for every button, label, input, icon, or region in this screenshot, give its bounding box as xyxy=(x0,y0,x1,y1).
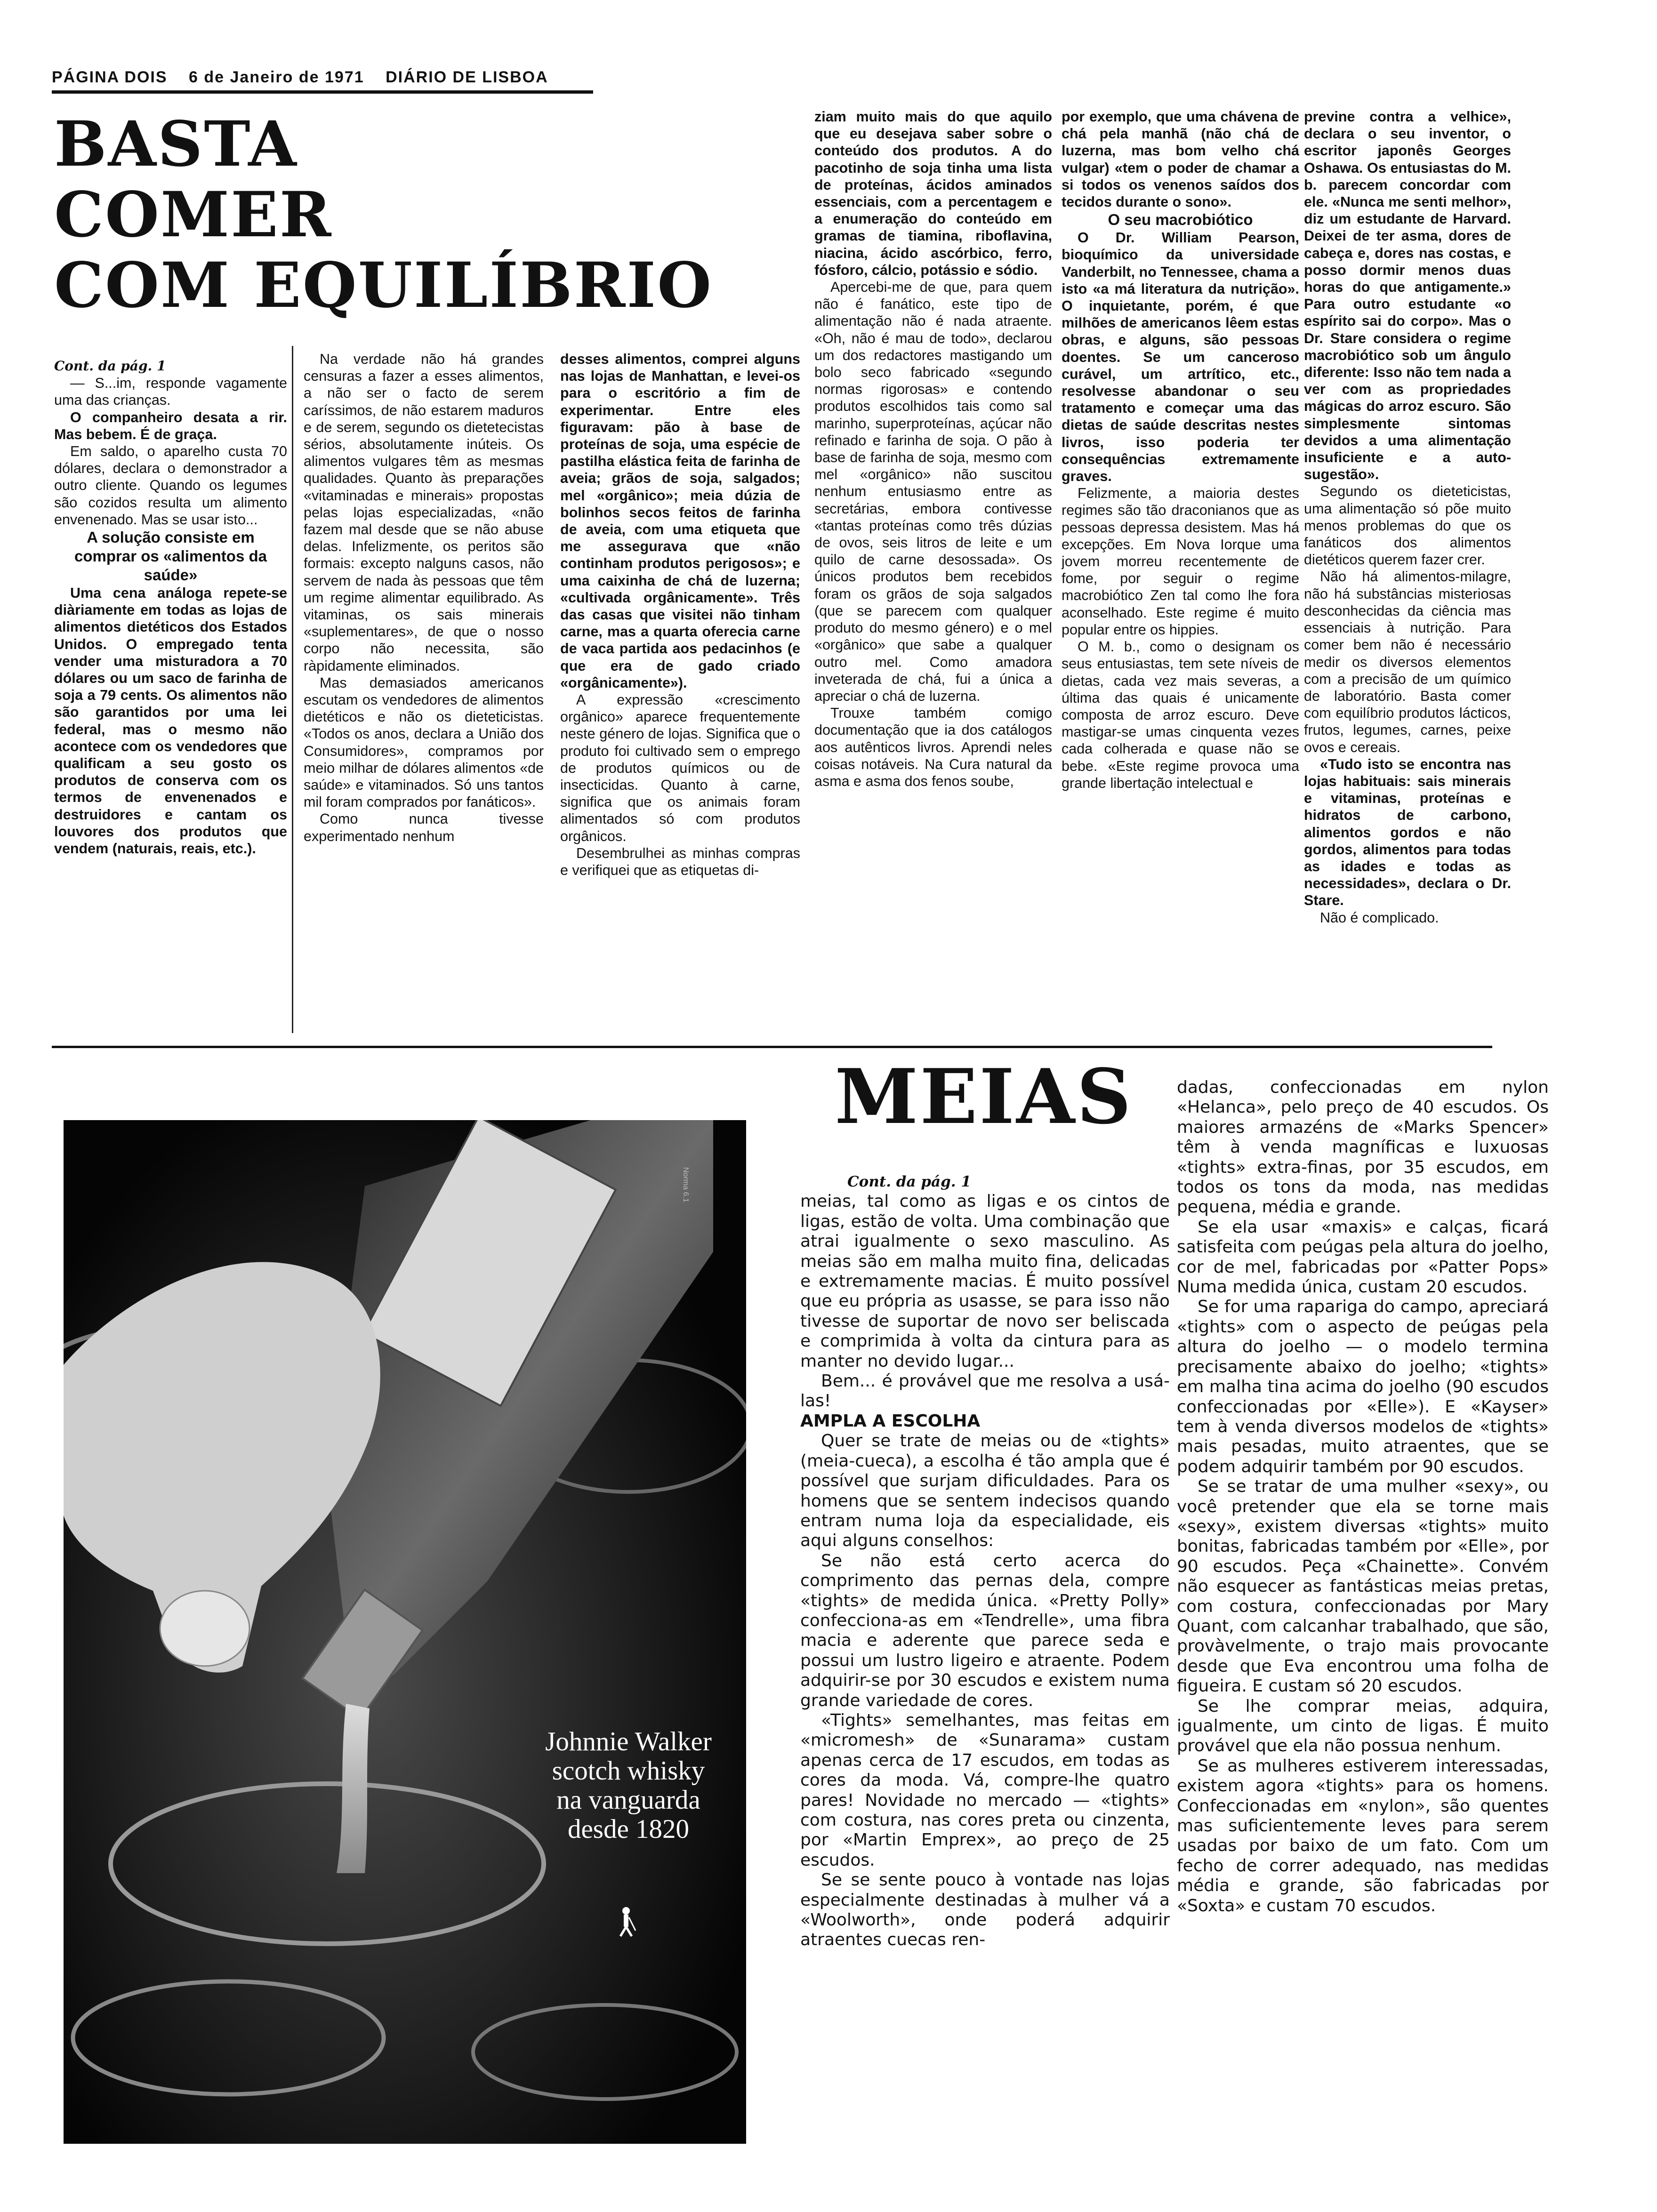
paragraph: Não há alimentos-milagre, não há substâncias misteriosas desconhecidas da ciência mas essenciais à nutrição. Para comer bem não é necessário medir os diversos elementos com a precisão de um químico de laboratório. Basta comer com equilíbrio produtos lácticos, frutos, legumes, carnes, peixe ovos e cereais. xyxy=(1304,569,1511,755)
headline-line: COMER xyxy=(54,178,333,251)
paragraph: O companheiro desata a rir. Mas bebem. É de graça. xyxy=(54,409,287,442)
article1-column-1 xyxy=(54,358,287,1035)
ad-slogan-line: scotch whisky xyxy=(552,1756,705,1786)
article1-column-4 xyxy=(814,108,1052,1038)
paragraph: — S...im, responde vagamente uma das crianças. xyxy=(54,375,287,409)
paragraph: Segundo os dieteticistas, uma alimentação só põe muito menos problemas do que os fanáticos dos alimentos dietéticos querem fazer crer. xyxy=(1304,483,1511,568)
paragraph: O Dr. William Pearson, bioquímico da universidade Vanderbilt, no Tennessee, chama a isto «a má literatura da nutrição». O inquietante, porém, é que milhões de americanos lêem estas obras, e alguns, são pessoas doentes. Se um canceroso curável, um artrítico, etc., resolvesse abandonar o seu tratamento e começar uma das dietas de saúde descritas nestes livros, isso poderia ter consequências extremamente graves. xyxy=(1062,230,1299,485)
article1-column-3 xyxy=(560,351,800,1038)
subheading: AMPLA A ESCOLHA xyxy=(800,1411,981,1431)
masthead-rule xyxy=(52,90,593,94)
ad-slogan-line: na vanguarda xyxy=(556,1785,700,1815)
paragraph: Não é complicado. xyxy=(1320,909,1439,926)
paragraph: Desembrulhei as minhas compras e verifiquei que as etiquetas di- xyxy=(560,845,800,879)
paragraph: Quer se trate de meias ou de «tights» (meia-cueca), a escolha é tão ampla que é possível que surjam dificuldades. Para os homens que se sentem indecisos quando entram numa loja da especialidade, eis aqui alguns conselhos: xyxy=(800,1431,1170,1551)
paragraph: Como nunca tivesse experimentado nenhum xyxy=(304,811,544,844)
johnnie-walker-advertisement xyxy=(64,1120,746,2144)
ad-photo xyxy=(64,1120,746,2144)
paragraph: por exemplo, que uma chávena de chá pela manhã (não chá de luzerna, mas bom velho chá vulgar) «tem o poder de chamar a si todos os venenos saídos dos tecidos durante o sono». xyxy=(1062,109,1299,210)
ad-slogan-line: desde 1820 xyxy=(567,1814,690,1844)
ad-slogan xyxy=(530,1727,727,1844)
paragraph: desses alimentos, comprei alguns nas lojas de Manhattan, e levei-os para o escritório a fim de experimentar. Entre eles figuravam: pão à base de proteínas de soja, uma espécie de pastilha elástica feita de farinha de aveia; grãos de soja, salgados; mel «orgânico»; meia dúzia de bolinhos secos feitos de farinha de aveia, com uma etiqueta que me assegurava que «não continham produtos perigosos»; e uma caixinha de chá de luzerna; «cultivada orgânicamente». Três das casas que visitei não tinham carne, mas a quarta oferecia carne de vaca partida aos pedacinhos (e que era de gado criado «orgânicamente»). xyxy=(560,351,800,691)
headline xyxy=(54,108,713,322)
paragraph: meias, tal como as ligas e os cintos de ligas, estão de volta. Uma combinação que atrai igualmente o sexo masculino. As meias são em malha muito fina, delicadas e extremamente macias. É muito possível que eu própria as usasse, se para isso não tivesse de suportar de novo ser beliscada e comprimida à volta da cintura para as manter no devido lugar... xyxy=(800,1192,1170,1371)
paragraph: Se ela usar «maxis» e calças, ficará satisfeita com peúgas pela altura do joelho, cor de mel, fabricadas por «Patter Pops» Numa medida única, custam 20 escudos. xyxy=(1177,1217,1549,1297)
paragraph: Na verdade não há grandes censuras a fazer a esses alimentos, a não ser o facto de serem caríssimos, de não estarem maduros e de serem, segundo os dietetecistas sérios, absolutamente inúteis. Os alimentos vulgares têm as mesmas qualidades. Quanto às preparações «vitaminadas e minerais» propostas pelas lojas especializadas, «não fazem mal desde que se não abuse delas. Infelizmente, os peritos são formais: excepto nalguns casos, não servem de nada às pessoas que têm um regime alimentar equilibrado. As vitaminas, os sais minerais «suplementares», de que o nosso corpo não necessita, são ràpidamente eliminados. xyxy=(304,351,544,674)
masthead-date: 6 de Janeiro de 1971 xyxy=(189,68,364,86)
paragraph: «Tights» semelhantes, mas feitas em «micromesh» de «Sunarama» custam apenas cerca de 17 escudos, em todas as cores da moda. Vá, compre-lhe quatro pares! Novidade no mercado — «tights» com costura, nas cores preta ou cinzenta, por «Martin Emprex», ao preço de 25 escudos. xyxy=(800,1710,1170,1870)
paragraph: previne contra a velhice», declara o seu inventor, o escritor japonês Georges Oshawa. Os entusiastas do M. b. parecem concordar com ele. «Nunca me senti melhor», diz um estudante de Harvard. Deixei de ter asma, dores de cabeça e, dores nas costas, e posso dormir menos duas horas do que antigamente.» Para outro estudante «o espírito sai do corpo». Mas o Dr. Stare considera o regime macrobiótico sob um ângulo diferente: Isso não tem nada a ver com as propriedades mágicas do arroz escuro. São simplesmente sintomas devidos a uma alimentação insuficiente e a auto-sugestão». xyxy=(1304,109,1511,483)
section-rule xyxy=(52,1046,1492,1048)
ad-slogan-line: Johnnie Walker xyxy=(545,1727,712,1756)
paragraph: Uma cena análoga repete-se diàriamente em todas as lojas de alimentos dietéticos dos Estados Unidos. O empregado tenta vender uma misturadora a 70 dólares ou um saco de farinha de soja a 79 cents. Os alimentos não são garantidos por uma lei federal, mas o mesmo não acontece com os vendedores que qualificam a seu gosto os produtos de conserva com os termos de envenenados e destruidores e cantam os louvores dos produtos que vendem (naturais, reais, etc.). xyxy=(54,585,287,857)
article2-column-2 xyxy=(1177,1078,1549,2151)
paragraph: Se for uma rapariga do campo, apreciará «tights» com o aspecto de peúgas pela altura do joelho — o modelo termina precisamente abaixo do joelho; «tights» em malha tina acima do joelho (90 escudos confeccionadas por «Elle»). E «Kayser» tem à venda diversos modelos de «tights» mais pesadas, muito atraentes, que se podem adquirir também por 90 escudos. xyxy=(1177,1297,1549,1476)
subheading: O seu macrobiótico xyxy=(1108,211,1253,229)
article1-column-6 xyxy=(1304,108,1511,1038)
article1-column-5 xyxy=(1062,108,1299,1038)
masthead-paper: DIÁRIO DE LISBOA xyxy=(386,68,548,86)
paragraph: Se se tratar de uma mulher «sexy», ou você pretender que ela se torne mais «sexy», existem diversas «tights» muito bonitas, fabricadas também por «Elle», por 90 escudos. Peça «Chainette». Convém não esquecer as fantásticas meias pretas, com costura, confeccionadas por Mary Quant, com calcanhar trabalhado, que são, provàvelmente, o trajo mais provocante desde que Eva encontrou uma folha de figueira. E custam só 20 escudos. xyxy=(1177,1477,1549,1696)
paragraph: O M. b., como o designam os seus entusiastas, tem sete níveis de dietas, cada vez mais severas, a última das quais é unicamente composta de arroz escuro. Deve mastigar-se umas cinquenta vezes cada colherada e quase não se bebe. «Este regime provoca uma grande libertação intelectual e xyxy=(1062,639,1299,791)
subheading: A solução consiste em comprar os «alimentos da saúde» xyxy=(74,529,267,584)
paragraph: dadas, confeccionadas em nylon «Helanca», pelo preço de 40 escudos. Os maiores armazéns de «Marks Spencer» têm à venda magníficas e luxuosas «tights» extra-finas, por 35 escudos, em todos os tons da moda, nas medidas pequena, média e grande. xyxy=(1177,1078,1549,1217)
paragraph: Mas demasiados americanos escutam os vendedores de alimentos dietéticos e não os dieteticistas. «Todos os anos, declara a União dos Consumidores», compramos por meio milhar de dólares alimentos «de saúde» e vitaminados. Só uns tantos mil foram comprados por fanáticos». xyxy=(304,674,544,810)
ad-side-label: Norma 6.1 xyxy=(682,1167,690,1202)
article2-column-1 xyxy=(800,1172,1170,2151)
paragraph: Se não está certo acerca do comprimento das pernas dela, compre «tights» de medida única. «Pretty Polly» confecciona-as em «Tendrelle», uma fibra macia e aderente que parece seda e possui um lustro ligeiro e atraente. Podem adquirir-se por 30 escudos e existem numa grande variedade de cores. xyxy=(800,1551,1170,1710)
paragraph: Apercebi-me de que, para quem não é fanático, este tipo de alimentação não é nada atraente. «Oh, não é mau de todo», declarou um dos redactores mastigando um bolo seco fabricado «segundo normas rigorosas» e contendo produtos escolhidos tais como sal marinho, superproteínas, açúcar não refinado e farinha de soja. O pão à base de farinha de soja, mesmo com mel «orgânico» não suscitou nenhum entusiasmo entre as secretárias, embora contivesse «tantas proteínas como três dúzias de ovos, seis litros de leite e um quilo de carne desossada». Os únicos produtos bem recebidos foram os grãos de soja salgados (que se parecem com qualquer produto do mesmo género) e o mel «orgânico» que sabe a qualquer outro mel. Como amadora inveterada de chá, fui a única a apreciar o chá de luzerna. xyxy=(814,279,1052,704)
headline-line: BASTA xyxy=(54,108,298,181)
paragraph: Se lhe comprar meias, adquira, igualmente, um cinto de ligas. É muito provável que ela não possua nenhum. xyxy=(1177,1696,1549,1756)
thumb-nail-shape xyxy=(160,1591,249,1666)
paragraph: Se se sente pouco à vontade nas lojas especialmente destinadas à mulher vá a «Woolworth», onde poderá adquirir atraentes cuecas ren- xyxy=(800,1870,1170,1950)
paragraph: Em saldo, o aparelho custa 70 dólares, declara o demonstrador a outro cliente. Quando os legumes são cozidos resulta um alimento envenenado. Mas se usar isto... xyxy=(54,443,287,528)
article1-column-2 xyxy=(304,351,544,1038)
paragraph: Se as mulheres estiverem interessadas, existem agora «tights» para os homens. Confeccionadas em «nylon», são quentes mas suficientemente leves para serem usadas por baixo de um fato. Com um fecho de correr adequado, nas medidas média e grande, são fabricadas por «Soxta» e custam 70 escudos. xyxy=(1177,1756,1549,1915)
paragraph: A expressão «crescimento orgânico» aparece frequentemente neste género de lojas. Significa que o produto foi cultivado sem o emprego de produtos químicos ou de insecticidas. Quanto à carne, significa que os animais foram alimentados só com produtos orgânicos. xyxy=(560,692,800,844)
paragraph: Bem... é provável que me resolva a usá-las! xyxy=(800,1371,1170,1411)
paragraph: «Tudo isto se encontra nas lojas habituais: sais minerais e vitaminas, proteínas e hidratos de carbono, alimentos gordos e não gordos, alimentos para todas as idades e todas as necessidades», declara o Dr. Stare. xyxy=(1304,756,1511,909)
column-rule xyxy=(292,346,293,1033)
continuation-note: Cont. da pág. 1 xyxy=(847,1173,971,1190)
meias-headline: MEIAS xyxy=(835,1052,1133,1141)
paragraph: Trouxe também comigo documentação que ia dos catálogos aos autênticos livros. Aprendi neles coisas notáveis. Na Cura natural da asma e asma dos fenos soube, xyxy=(814,705,1052,789)
paragraph: ziam muito mais do que aquilo que eu desejava saber sobre o conteúdo dos produtos. A do pacotinho de soja tinha uma lista de proteínas, ácidos aminados essenciais, com a percentagem e a enumeração do conteúdo em gramas de tiamina, riboflavina, niacina, ácido ascórbico, ferro, fósforo, cálcio, potássio e sódio. xyxy=(814,109,1052,278)
paragraph: Felizmente, a maioria destes regimes são tão draconianos que as pessoas depressa desistem. Mas há excepções. Em Nova Iorque uma jovem morreu recentemente de fome, por seguir o regime macrobiótico Zen tal como lhe fora aconselhado. Este regime é muito popular entre os hippies. xyxy=(1062,485,1299,638)
continuation-note: Cont. da pág. 1 xyxy=(54,358,166,374)
headline-line: COM EQUILÍBRIO xyxy=(54,249,713,322)
masthead-page: PÁGINA DOIS xyxy=(52,68,168,86)
